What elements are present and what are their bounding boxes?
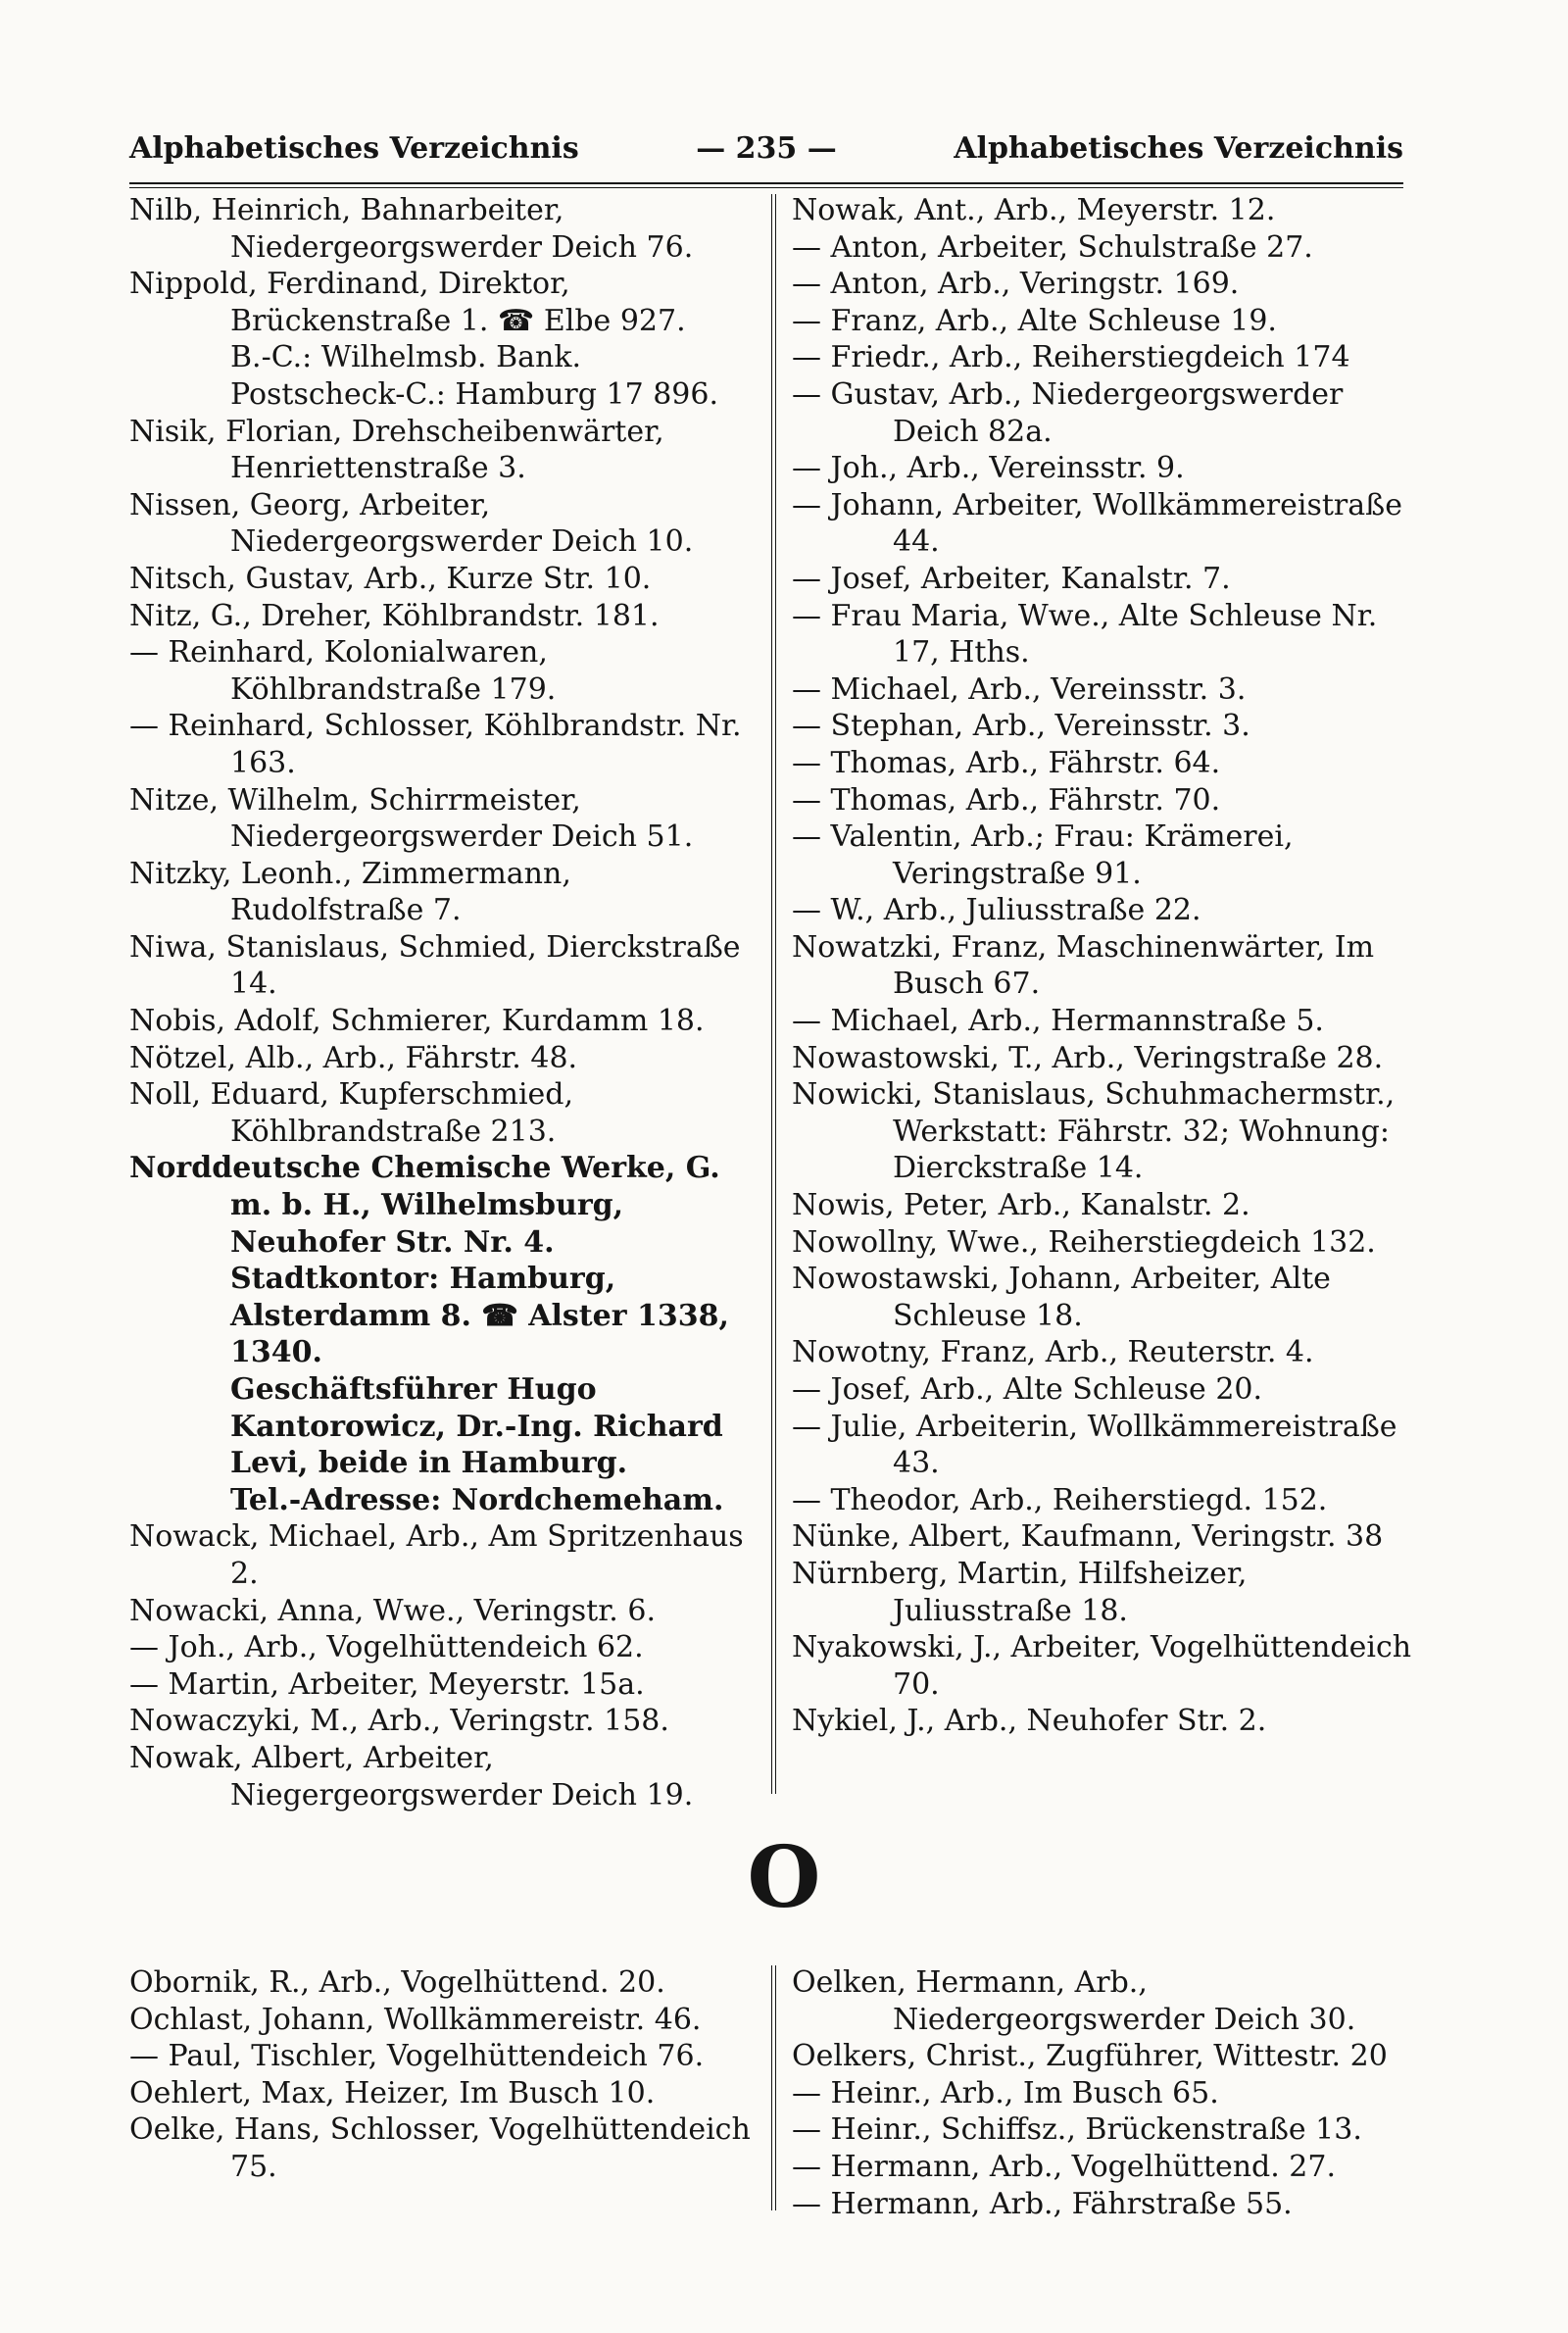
directory-entry: — Friedr., Arb., Reiherstiegdeich 174 xyxy=(792,340,1350,375)
directory-entry: Nowotny, Franz, Arb., Reuterstr. 4. xyxy=(792,1335,1314,1370)
directory-entry: Nitzky, Leonh., Zimmermann, Rudolfstraße 7. xyxy=(129,856,571,928)
column-divider-top xyxy=(771,194,772,1794)
directory-entry: — Reinhard, Schlosser, Köhlbrandstr. Nr. 163. xyxy=(129,709,742,780)
directory-entry: — Gustav, Arb., Niedergeorgswerder Deich 82a. xyxy=(792,376,1344,449)
directory-entry: — Michael, Arb., Vereinsstr. 3. xyxy=(792,671,1247,707)
directory-entry: Nitze, Wilhelm, Schirrmeister, Niedergeorgswerder Deich 51. xyxy=(129,782,694,855)
directory-entry: B.-C.: Wilhelmsb. Bank. xyxy=(230,340,582,375)
directory-entry: Nykiel, J., Arb., Neuhofer Str. 2. xyxy=(792,1704,1267,1739)
directory-entry: Niwa, Stanislaus, Schmied, Dierckstraße 14. xyxy=(129,929,741,1002)
directory-entry: Nitz, G., Dreher, Köhlbrandstr. 181. xyxy=(129,598,660,633)
directory-entry: — Anton, Arb., Veringstr. 169. xyxy=(792,267,1240,302)
directory-entry: Nissen, Georg, Arbeiter, Niedergeorgswerder Deich 10. xyxy=(129,487,694,560)
directory-entry: Nowack, Michael, Arb., Am Spritzenhaus 2. xyxy=(129,1519,744,1591)
directory-entry: — Hermann, Arb., Vogelhüttend. 27. xyxy=(792,2149,1336,2184)
directory-entry: — Joh., Arb., Vogelhüttendeich 62. xyxy=(129,1630,644,1665)
column-bottom-right xyxy=(792,1964,1419,2222)
directory-entry: Nötzel, Alb., Arb., Fährstr. 48. xyxy=(129,1040,578,1075)
directory-entry: — Thomas, Arb., Fährstr. 64. xyxy=(792,745,1221,780)
directory-entry: Nilb, Heinrich, Bahnarbeiter, Niedergeorgswerder Deich 76. xyxy=(129,193,694,265)
directory-entry: — Stephan, Arb., Vereinsstr. 3. xyxy=(792,709,1250,744)
directory-entry: Postscheck-C.: Hamburg 17 896. xyxy=(230,376,719,412)
directory-entry: — Josef, Arbeiter, Kanalstr. 7. xyxy=(792,561,1231,596)
directory-entry: — Joh., Arb., Vereinsstr. 9. xyxy=(792,451,1185,486)
directory-entry: Nyakowski, J., Arbeiter, Vogelhüttendeich 70. xyxy=(792,1630,1412,1702)
column-divider-bottom-2 xyxy=(775,1965,776,2210)
directory-entry: — Johann, Arbeiter, Wollkämmereistraße 44. xyxy=(792,487,1402,560)
header-right-title: Alphabetisches Verzeichnis xyxy=(954,131,1403,166)
directory-entry: — Reinhard, Kolonialwaren, Köhlbrandstraße 179. xyxy=(129,635,557,707)
directory-entry: — W., Arb., Juliusstraße 22. xyxy=(792,893,1201,928)
directory-entry: Nowastowski, T., Arb., Veringstraße 28. xyxy=(792,1040,1384,1075)
directory-entry: Nowaczyki, M., Arb., Veringstr. 158. xyxy=(129,1704,669,1739)
directory-entry: — Thomas, Arb., Fährstr. 70. xyxy=(792,782,1221,818)
directory-entry: Oelkers, Christ., Zugführer, Wittestr. 20 xyxy=(792,2039,1388,2074)
header-rule xyxy=(129,182,1403,184)
directory-entry: Ochlast, Johann, Wollkämmereistr. 46. xyxy=(129,2002,702,2037)
directory-entry: Stadtkontor: Hamburg, Alsterdamm 8. ☎ Alster 1338, 1340. xyxy=(230,1262,729,1370)
column-top-left xyxy=(129,192,757,1813)
directory-entry: — Frau Maria, Wwe., Alte Schleuse Nr. 17, Hths. xyxy=(792,598,1378,670)
column-top-right xyxy=(792,192,1419,1740)
directory-entry: — Michael, Arb., Hermannstraße 5. xyxy=(792,1004,1324,1039)
column-divider-top-2 xyxy=(775,194,776,1794)
header-left-title: Alphabetisches Verzeichnis xyxy=(129,131,579,166)
page-header xyxy=(129,125,1403,173)
directory-entry: Nünke, Albert, Kaufmann, Veringstr. 38 xyxy=(792,1519,1384,1555)
directory-entry: — Heinr., Schiffsz., Brückenstraße 13. xyxy=(792,2112,1362,2148)
directory-entry: — Paul, Tischler, Vogelhüttendeich 76. xyxy=(129,2039,705,2074)
directory-entry: Nowostawski, Johann, Arbeiter, Alte Schleuse 18. xyxy=(792,1262,1331,1333)
directory-entry: Nowatzki, Franz, Maschinenwärter, Im Busch 67. xyxy=(792,929,1375,1002)
header-rule-thin xyxy=(129,187,1403,188)
directory-entry: Geschäftsführer Hugo Kantorowicz, Dr.-Ing. Richard Levi, beide in Hamburg. xyxy=(230,1372,723,1481)
directory-entry: — Franz, Arb., Alte Schleuse 19. xyxy=(792,303,1277,338)
directory-entry: Oelken, Hermann, Arb., Niedergeorgswerder Deich 30. xyxy=(792,1965,1356,2037)
directory-entry: Tel.-Adresse: Nordchemeham. xyxy=(230,1482,724,1517)
directory-entry: Nowollny, Wwe., Reiherstiegdeich 132. xyxy=(792,1224,1376,1260)
directory-entry: Oelke, Hans, Schlosser, Vogelhüttendeich 75. xyxy=(129,2112,751,2184)
directory-entry: Nowis, Peter, Arb., Kanalstr. 2. xyxy=(792,1188,1250,1223)
directory-entry: — Valentin, Arb.; Frau: Krämerei, Veringstraße 91. xyxy=(792,819,1294,891)
directory-entry: Nisik, Florian, Drehscheibenwärter, Henriettenstraße 3. xyxy=(129,414,664,486)
directory-entry: Noll, Eduard, Kupferschmied, Köhlbrandstraße 213. xyxy=(129,1077,574,1149)
directory-entry: Obornik, R., Arb., Vogelhüttend. 20. xyxy=(129,1965,665,2000)
directory-entry: Nowak, Ant., Arb., Meyerstr. 12. xyxy=(792,193,1276,227)
directory-entry: Nitsch, Gustav, Arb., Kurze Str. 10. xyxy=(129,561,652,596)
directory-entry: — Martin, Arbeiter, Meyerstr. 15a. xyxy=(129,1666,645,1702)
column-divider-bottom xyxy=(771,1965,772,2210)
directory-entry: Oehlert, Max, Heizer, Im Busch 10. xyxy=(129,2075,656,2110)
directory-entry: Nippold, Ferdinand, Direktor, Brückenstraße 1. ☎ Elbe 927. xyxy=(129,267,686,338)
directory-entry: Nobis, Adolf, Schmierer, Kurdamm 18. xyxy=(129,1004,705,1039)
directory-entry: Norddeutsche Chemische Werke, G. m. b. H., Wilhelmsburg, Neuhofer Str. Nr. 4. xyxy=(129,1151,720,1260)
directory-entry: — Anton, Arbeiter, Schulstraße 27. xyxy=(792,229,1313,265)
directory-entry: Nowak, Albert, Arbeiter, Niegergeorgswerder Deich 19. xyxy=(129,1740,694,1812)
directory-entry: Nürnberg, Martin, Hilfsheizer, Juliusstraße 18. xyxy=(792,1556,1248,1628)
directory-entry: — Theodor, Arb., Reiherstiegd. 152. xyxy=(792,1482,1328,1517)
directory-entry: Nowicki, Stanislaus, Schuhmachermstr., Werkstatt: Fährstr. 32; Wohnung: Dierckstraße 14. xyxy=(792,1077,1396,1186)
page-number: — 235 — xyxy=(696,131,837,166)
directory-entry: Nowacki, Anna, Wwe., Veringstr. 6. xyxy=(129,1593,656,1628)
directory-entry: — Hermann, Arb., Fährstraße 55. xyxy=(792,2186,1293,2221)
column-bottom-left xyxy=(129,1964,757,2186)
directory-entry: — Julie, Arbeiterin, Wollkämmereistraße 43. xyxy=(792,1409,1397,1481)
directory-entry: — Josef, Arb., Alte Schleuse 20. xyxy=(792,1372,1263,1407)
directory-entry: — Heinr., Arb., Im Busch 65. xyxy=(792,2075,1219,2110)
section-letter: O xyxy=(747,1828,821,1927)
